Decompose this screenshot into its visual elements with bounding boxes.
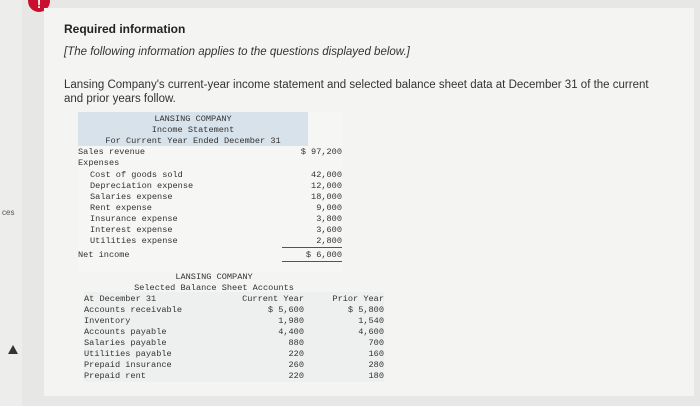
prior-value: 1,540: [358, 316, 384, 326]
col-current: Current Year: [242, 294, 304, 304]
account-label: Utilities payable: [84, 349, 172, 359]
balance-sheet-table: [84, 272, 384, 382]
expense-value: 42,000: [311, 170, 342, 180]
col-label: At December 31: [84, 294, 157, 304]
expense-row: [78, 214, 342, 225]
account-label: Accounts receivable: [84, 305, 182, 315]
statement-company: LANSING COMPANY: [154, 114, 232, 124]
prior-value: 4,600: [358, 327, 384, 337]
expense-row: [78, 225, 342, 236]
expense-row: [78, 236, 342, 247]
balance-company: LANSING COMPANY: [175, 272, 253, 282]
expense-value: 18,000: [311, 192, 342, 202]
expense-label: Salaries expense: [90, 192, 173, 202]
account-label: Prepaid rent: [84, 371, 146, 381]
current-value: 220: [288, 371, 304, 381]
sales-label: Sales revenue: [78, 147, 146, 157]
expense-label: Insurance expense: [90, 214, 178, 224]
account-label: Salaries payable: [84, 338, 167, 348]
balance-row: [84, 305, 384, 316]
expense-value: 3,600: [316, 225, 342, 235]
balance-header-row: [84, 294, 384, 305]
expense-label: Cost of goods sold: [90, 170, 183, 180]
expense-value: 3,800: [316, 214, 342, 224]
expense-value: 2,800: [316, 236, 342, 246]
expense-label: Utilities expense: [90, 236, 178, 246]
balance-row: [84, 316, 384, 327]
expense-label: Rent expense: [90, 203, 152, 213]
pointer-arrow-icon: [8, 345, 18, 354]
required-info-title: Required information: [64, 22, 186, 36]
current-value: 260: [288, 360, 304, 370]
account-label: Inventory: [84, 316, 131, 326]
net-income-value: $ 6,000: [305, 250, 342, 260]
expenses-label: Expenses: [78, 158, 120, 168]
account-label: Prepaid insurance: [84, 360, 172, 370]
prior-value: $ 5,800: [347, 305, 384, 315]
left-rail: [0, 0, 22, 406]
expense-row: [78, 181, 342, 192]
balance-row: [84, 338, 384, 349]
prior-value: 700: [368, 338, 384, 348]
balance-row: [84, 360, 384, 371]
sales-value: $ 97,200: [300, 147, 342, 157]
current-value: 4,400: [278, 327, 304, 337]
expense-row: [78, 192, 342, 203]
expense-label: Interest expense: [90, 225, 173, 235]
balance-title: Selected Balance Sheet Accounts: [134, 283, 294, 293]
rail-label: ces: [2, 208, 15, 217]
question-panel: [44, 8, 694, 396]
balance-row: [84, 327, 384, 338]
balance-row: [84, 349, 384, 360]
sales-row: [78, 147, 342, 158]
expense-value: 9,000: [316, 203, 342, 213]
expenses-heading-row: [78, 158, 342, 169]
net-income-row: [78, 250, 342, 261]
account-label: Accounts payable: [84, 327, 167, 337]
total-underline: [282, 247, 342, 248]
net-income-label: Net income: [78, 250, 130, 260]
alert-icon: !: [28, 0, 50, 12]
intro-text: Lansing Company's current-year income statement and selected balance sheet data at December 31 of the current and prior years follow.: [64, 79, 649, 105]
expense-value: 12,000: [311, 181, 342, 191]
current-value: 1,980: [278, 316, 304, 326]
col-prior: Prior Year: [332, 294, 384, 304]
expense-row: [78, 203, 342, 214]
statement-period: For Current Year Ended December 31: [105, 136, 281, 146]
net-income-double-underline: [282, 261, 342, 262]
expense-label: Depreciation expense: [90, 181, 194, 191]
expense-row: [78, 170, 342, 181]
prior-value: 160: [368, 349, 384, 359]
prior-value: 180: [368, 371, 384, 381]
current-value: 880: [288, 338, 304, 348]
current-value: $ 5,600: [267, 305, 304, 315]
current-value: 220: [288, 349, 304, 359]
instruction-note: [The following information applies to the questions displayed below.]: [64, 46, 410, 58]
income-statement-table: [78, 112, 342, 272]
statement-title: Income Statement: [151, 125, 235, 135]
balance-row: [84, 371, 384, 382]
prior-value: 280: [368, 360, 384, 370]
